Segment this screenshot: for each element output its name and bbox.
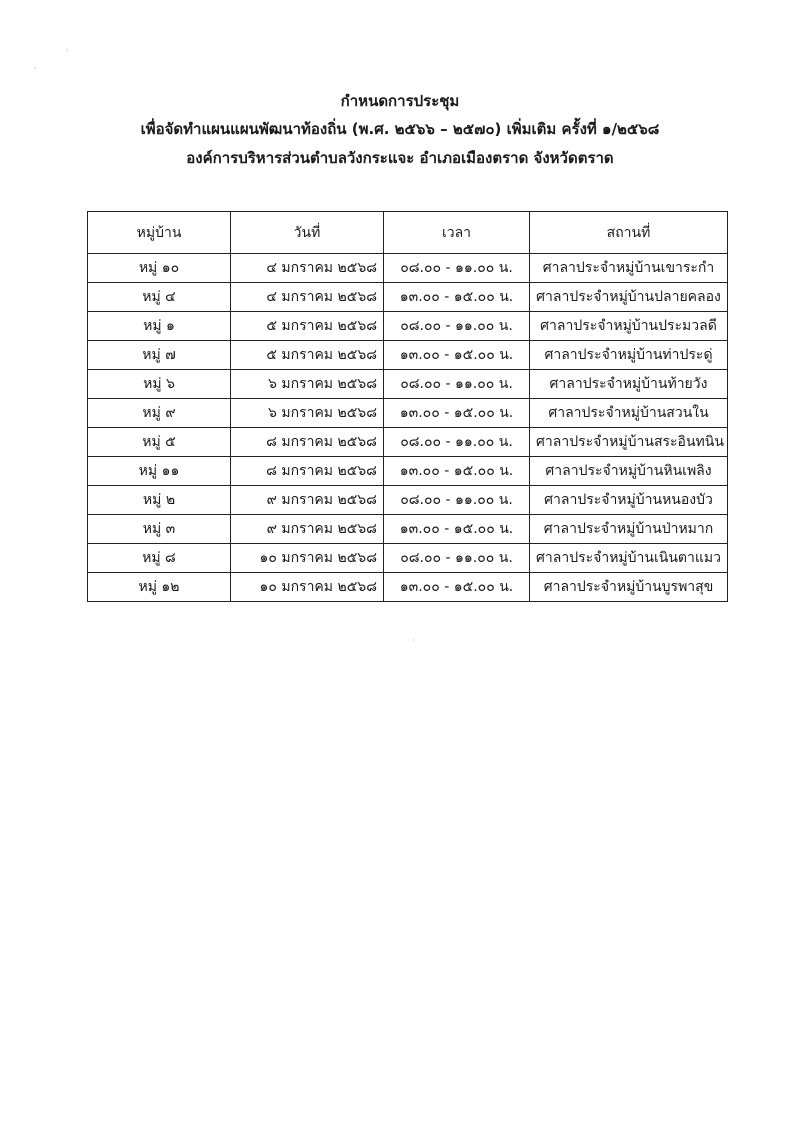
table-row: [88, 544, 728, 573]
cell-date: ๕ มกราคม ๒๕๖๘: [231, 341, 384, 370]
cell-village: หมู่ ๓: [88, 515, 231, 544]
cell-place: ศาลาประจำหมู่บ้านปลายคลอง: [530, 283, 728, 312]
cell-date: ๔ มกราคม ๒๕๖๘: [231, 283, 384, 312]
scan-speck: ·: [412, 636, 415, 645]
cell-date: ๕ มกราคม ๒๕๖๘: [231, 312, 384, 341]
cell-date: ๘ มกราคม ๒๕๖๘: [231, 428, 384, 457]
cell-time: ๐๘.๐๐ - ๑๑.๐๐ น.: [384, 544, 530, 573]
document-title: กำหนดการประชุม: [340, 92, 460, 110]
table-row: [88, 370, 728, 399]
cell-place: ศาลาประจำหมู่บ้านหนองบัว: [530, 486, 728, 515]
cell-place: ศาลาประจำหมู่บ้านท่าประดู่: [530, 341, 728, 370]
cell-village: หมู่ ๕: [88, 428, 231, 457]
document-subtitle: เพื่อจัดทำแผนแผนพัฒนาท้องถิ่น (พ.ศ. ๒๕๖๖ – ๒๕๗๐) เพิ่มเติม ครั้งที่ ๑/๒๕๖๘: [140, 120, 660, 138]
cell-date: ๖ มกราคม ๒๕๖๘: [231, 399, 384, 428]
cell-date: ๖ มกราคม ๒๕๖๘: [231, 370, 384, 399]
cell-place: ศาลาประจำหมู่บ้านบูรพาสุข: [530, 573, 728, 602]
cell-place: ศาลาประจำหมู่บ้านสวนใน: [530, 399, 728, 428]
cell-village: หมู่ ๑๐: [88, 254, 231, 283]
table-row: [88, 428, 728, 457]
cell-time: ๑๓.๐๐ - ๑๕.๐๐ น.: [384, 515, 530, 544]
meeting-schedule-table: [87, 211, 728, 602]
cell-place: ศาลาประจำหมู่บ้านสระอินทนิน: [530, 428, 728, 457]
cell-time: ๑๓.๐๐ - ๑๕.๐๐ น.: [384, 283, 530, 312]
cell-village: หมู่ ๑๑: [88, 457, 231, 486]
table-row: [88, 254, 728, 283]
cell-time: ๐๘.๐๐ - ๑๑.๐๐ น.: [384, 312, 530, 341]
cell-village: หมู่ ๙: [88, 399, 231, 428]
cell-time: ๐๘.๐๐ - ๑๑.๐๐ น.: [384, 428, 530, 457]
scan-speck: ·: [34, 64, 37, 73]
column-header-place: สถานที่: [530, 212, 728, 254]
table-row: [88, 399, 728, 428]
column-header-village: หมู่บ้าน: [88, 212, 231, 254]
cell-date: ๑๐ มกราคม ๒๕๖๘: [231, 573, 384, 602]
cell-time: ๐๘.๐๐ - ๑๑.๐๐ น.: [384, 370, 530, 399]
cell-village: หมู่ ๑: [88, 312, 231, 341]
cell-date: ๘ มกราคม ๒๕๖๘: [231, 457, 384, 486]
table-row: [88, 486, 728, 515]
column-header-time: เวลา: [384, 212, 530, 254]
cell-time: ๐๘.๐๐ - ๑๑.๐๐ น.: [384, 254, 530, 283]
cell-village: หมู่ ๔: [88, 283, 231, 312]
organization-line: องค์การบริหารส่วนตำบลวังกระแจะ อำเภอเมืองตราด จังหวัดตราด: [186, 149, 614, 167]
cell-date: ๙ มกราคม ๒๕๖๘: [231, 515, 384, 544]
cell-village: หมู่ ๘: [88, 544, 231, 573]
cell-place: ศาลาประจำหมู่บ้านประมวลดี: [530, 312, 728, 341]
cell-date: ๑๐ มกราคม ๒๕๖๘: [231, 544, 384, 573]
cell-time: ๑๓.๐๐ - ๑๕.๐๐ น.: [384, 573, 530, 602]
table-row: [88, 515, 728, 544]
table-header-row: [88, 212, 728, 254]
scan-speck: ·: [66, 46, 69, 55]
cell-date: ๔ มกราคม ๒๕๖๘: [231, 254, 384, 283]
cell-village: หมู่ ๒: [88, 486, 231, 515]
cell-time: ๑๓.๐๐ - ๑๕.๐๐ น.: [384, 341, 530, 370]
column-header-date: วันที่: [231, 212, 384, 254]
cell-village: หมู่ ๖: [88, 370, 231, 399]
cell-village: หมู่ ๗: [88, 341, 231, 370]
table-row: [88, 312, 728, 341]
cell-place: ศาลาประจำหมู่บ้านท้ายวัง: [530, 370, 728, 399]
cell-time: ๑๓.๐๐ - ๑๕.๐๐ น.: [384, 457, 530, 486]
table-row: [88, 457, 728, 486]
cell-place: ศาลาประจำหมู่บ้านเขาระกำ: [530, 254, 728, 283]
cell-place: ศาลาประจำหมู่บ้านเนินตาแมว: [530, 544, 728, 573]
table-body: [88, 254, 728, 602]
cell-place: ศาลาประจำหมู่บ้านป่าหมาก: [530, 515, 728, 544]
table-row: [88, 283, 728, 312]
table-row: [88, 573, 728, 602]
cell-village: หมู่ ๑๒: [88, 573, 231, 602]
cell-time: ๐๘.๐๐ - ๑๑.๐๐ น.: [384, 486, 530, 515]
cell-time: ๑๓.๐๐ - ๑๕.๐๐ น.: [384, 399, 530, 428]
table-row: [88, 341, 728, 370]
cell-place: ศาลาประจำหมู่บ้านหินเพลิง: [530, 457, 728, 486]
cell-date: ๙ มกราคม ๒๕๖๘: [231, 486, 384, 515]
